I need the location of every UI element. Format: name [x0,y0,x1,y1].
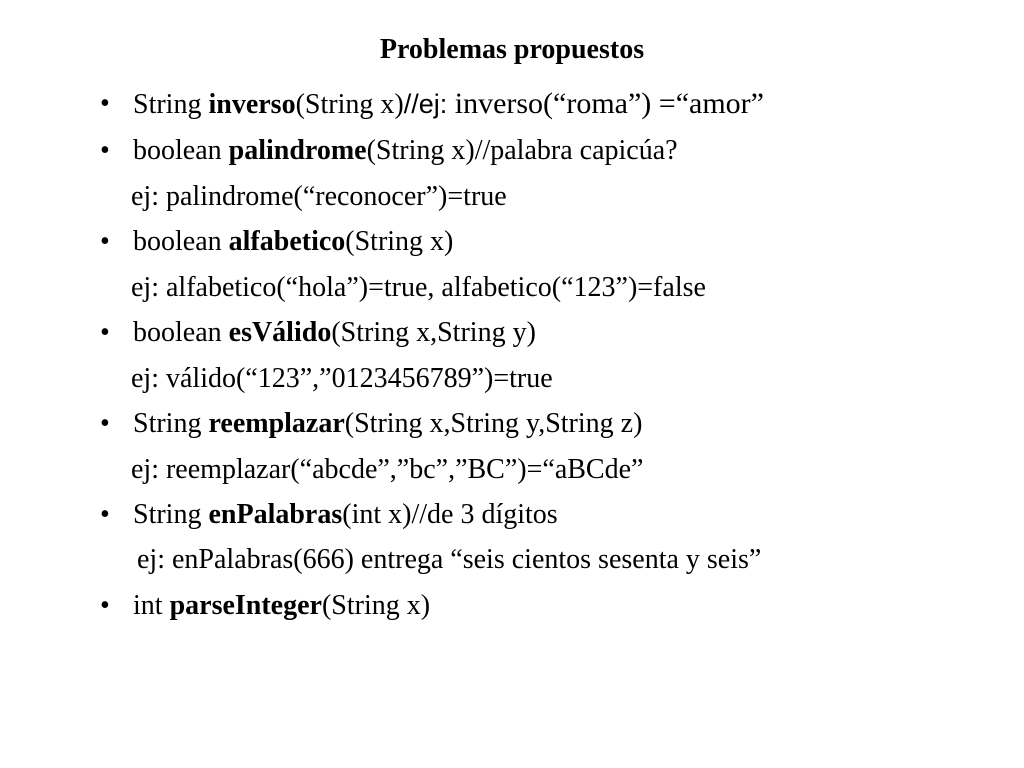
item-prefix: int [133,590,170,621]
function-name: enPalabras [208,499,343,530]
function-name: parseInteger [169,590,322,621]
bullet-icon: • [100,317,110,348]
item-prefix: boolean [133,317,229,348]
item-prefix: String [133,499,209,530]
item-text [133,586,430,626]
comment-ej: ej: [418,89,455,119]
example-text: ej: enPalabras(666) entrega “seis cientos sesenta y seis” [137,544,762,575]
item-text [133,404,642,444]
example-text: ej: válido(“123”,”0123456789”)=true [131,363,553,394]
item-signature: (int x)//de 3 dígitos [342,499,558,530]
item-text [133,131,678,171]
item-text [133,495,558,535]
item-signature: (String x) [295,89,404,120]
function-name: reemplazar [208,408,345,439]
item-signature: (String x)//palabra capicúa? [366,135,678,166]
bullet-icon: • [100,88,110,119]
function-name: alfabetico [228,226,346,257]
item-signature: (String x,String y,String z) [344,408,643,439]
item-prefix: boolean [133,226,229,257]
bullet-icon: • [100,408,110,439]
function-name: palindrome [228,135,367,166]
item-prefix: boolean [133,135,229,166]
example-text: ej: palindrome(“reconocer”)=true [131,181,507,212]
item-signature: (String x) [345,226,454,257]
slide-title: Problemas propuestos [379,34,645,65]
item-signature: (String x) [321,590,431,621]
item-text [133,84,764,125]
function-name: inverso [208,89,296,120]
item-prefix: String [133,89,209,120]
item-text [133,222,453,262]
comment-slash: // [403,89,419,119]
bullet-icon: • [100,135,110,166]
bullet-icon: • [100,590,110,621]
example-text: ej: reemplazar(“abcde”,”bc”,”BC”)=“aBCde” [131,454,644,485]
example-text: ej: alfabetico(“hola”)=true, alfabetico(“123”)=false [131,272,706,303]
item-text [133,313,536,353]
item-prefix: String [133,408,209,439]
comment-example: inverso(“roma”) =“amor” [454,87,764,120]
item-signature: (String x,String y) [331,317,536,348]
function-name: esVálido [228,317,332,348]
bullet-icon: • [100,226,110,257]
bullet-icon: • [100,499,110,530]
